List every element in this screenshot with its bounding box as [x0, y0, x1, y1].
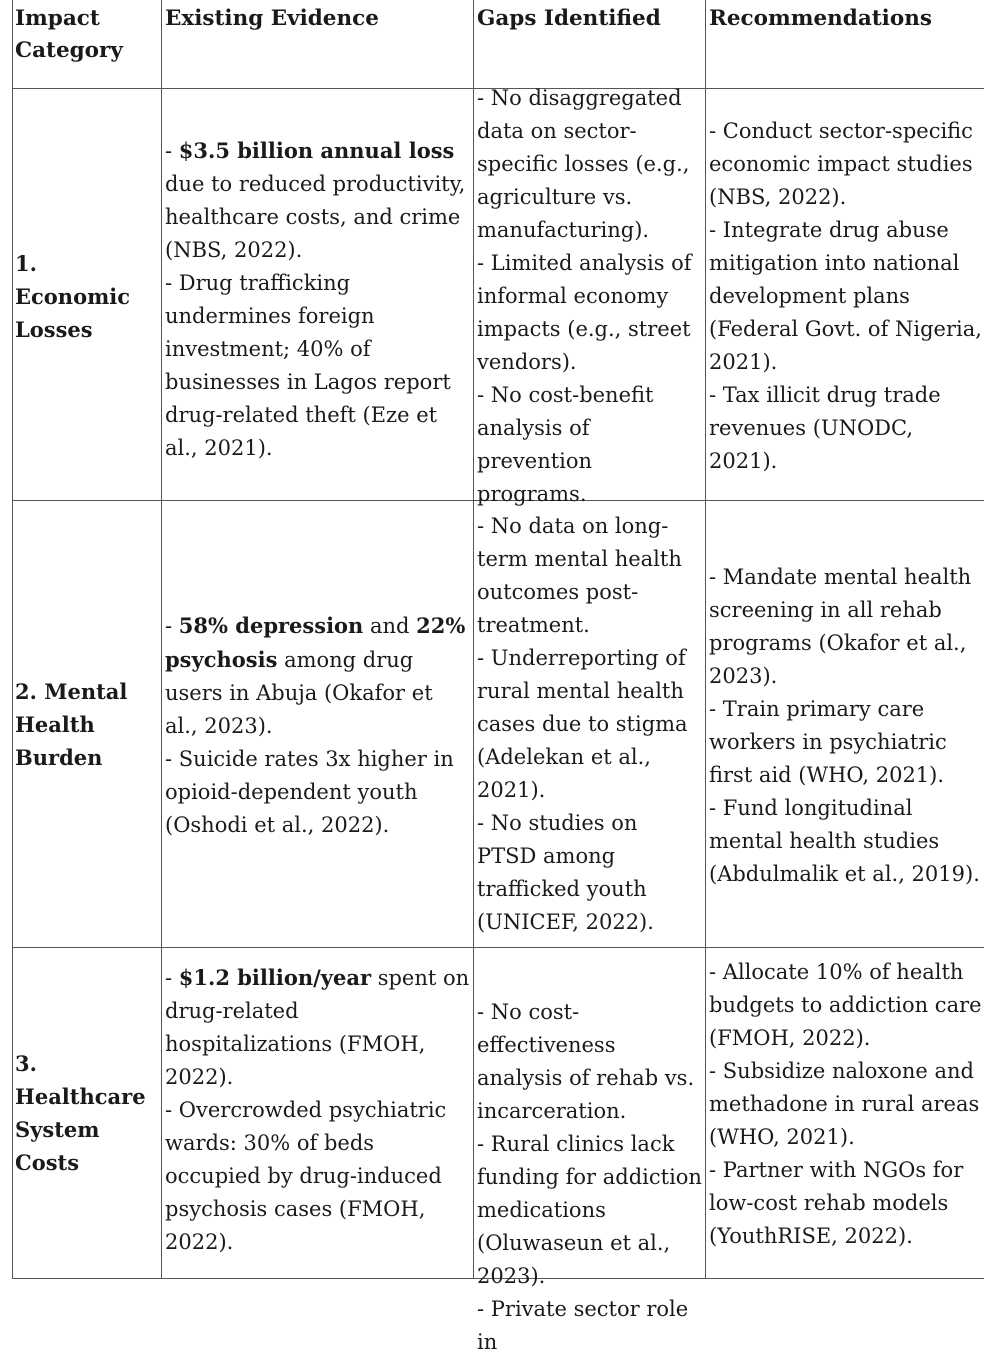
list-item: - Mandate mental health screening in all rehab programs (Okafor et al., 2023). [709, 565, 972, 688]
list-item: - Private sector role in [477, 1297, 689, 1354]
list-item: - Underreporting of rural mental health cases due to stigma (Adelekan et al., 2021). [477, 645, 688, 802]
evidence-cell [163, 948, 473, 1278]
list-item: - $1.2 billion/year spent on drug-related hospitalizations (FMOH, 2022). [165, 965, 470, 1089]
list-item: - Train primary care workers in psychiatric first aid (WHO, 2021). [709, 697, 947, 787]
category-cell: 2. Mental Health Burden [15, 678, 128, 770]
list-item: - 58% depression and 22% psychosis among drug users in Abuja (Okafor et al., 2023). [165, 612, 466, 738]
list-item: - Rural clinics lack funding for addiction medications (Oluwaseun et al., 2023). [477, 1132, 702, 1288]
list-item: - No disaggregated data on sector-specific losses (e.g., agriculture vs. manufacturing). [477, 85, 690, 242]
table-header [13, 0, 984, 89]
list-item: - No cost-benefit analysis of prevention programs. [477, 382, 654, 506]
list-item: - Partner with NGOs for low-cost rehab models (YouthRISE, 2022). [709, 1158, 964, 1248]
recommendations-cell [707, 948, 984, 1278]
header-recommendations: Recommendations [709, 6, 932, 31]
list-item: - Integrate drug abuse mitigation into national development plans (Federal Govt. of Nigeria, 2021). [709, 217, 982, 374]
list-item: - No studies on PTSD among trafficked youth (UNICEF, 2022). [477, 810, 654, 934]
impact-table [12, 0, 984, 1354]
evidence-cell [163, 88, 473, 500]
gaps-cell [475, 85, 705, 506]
list-item: - Suicide rates 3x higher in opioid-dependent youth (Oshodi et al., 2022). [165, 746, 454, 837]
header-impact-category: Impact Category [15, 6, 123, 63]
header-gaps-identified: Gaps Identified [477, 6, 661, 31]
list-item: - Drug trafficking undermines foreign investment; 40% of businesses in Lagos report drug-related theft (Eze et al., 2021). [165, 270, 451, 460]
list-item: - Overcrowded psychiatric wards: 30% of beds occupied by drug-induced psychosis cases (FMOH, 2022). [165, 1098, 447, 1254]
recommendations-cell [707, 88, 984, 500]
list-item: - Tax illicit drug trade revenues (UNODC, 2021). [709, 382, 941, 473]
category-cell: 1. Economic Losses [15, 250, 131, 342]
list-item: - No cost-effectiveness analysis of rehab vs. incarceration. [477, 1000, 695, 1123]
category-cell: 3. Healthcare System Costs [15, 1051, 146, 1175]
list-item: - Conduct sector-specific economic impact studies (NBS, 2022). [709, 118, 973, 209]
list-item: - Allocate 10% of health budgets to addiction care (FMOH, 2022). [709, 960, 982, 1050]
list-item: - Subsidize naloxone and methadone in rural areas (WHO, 2021). [709, 1059, 980, 1149]
list-item: - No data on long-term mental health outcomes post-treatment. [477, 513, 682, 637]
table-row [13, 948, 984, 1354]
gaps-cell [475, 948, 705, 1354]
header-existing-evidence: Existing Evidence [165, 6, 379, 31]
list-item: - $3.5 billion annual loss due to reduced productivity, healthcare costs, and crime (NBS, 2022). [165, 137, 466, 262]
recommendations-cell [707, 501, 984, 947]
table-row [13, 501, 984, 948]
list-item: - Limited analysis of informal economy impacts (e.g., street vendors). [477, 250, 692, 374]
gaps-cell [475, 501, 705, 947]
table-row [13, 85, 984, 506]
list-item: - Fund longitudinal mental health studies (Abdulmalik et al., 2019). [709, 796, 980, 886]
evidence-cell [163, 501, 473, 947]
